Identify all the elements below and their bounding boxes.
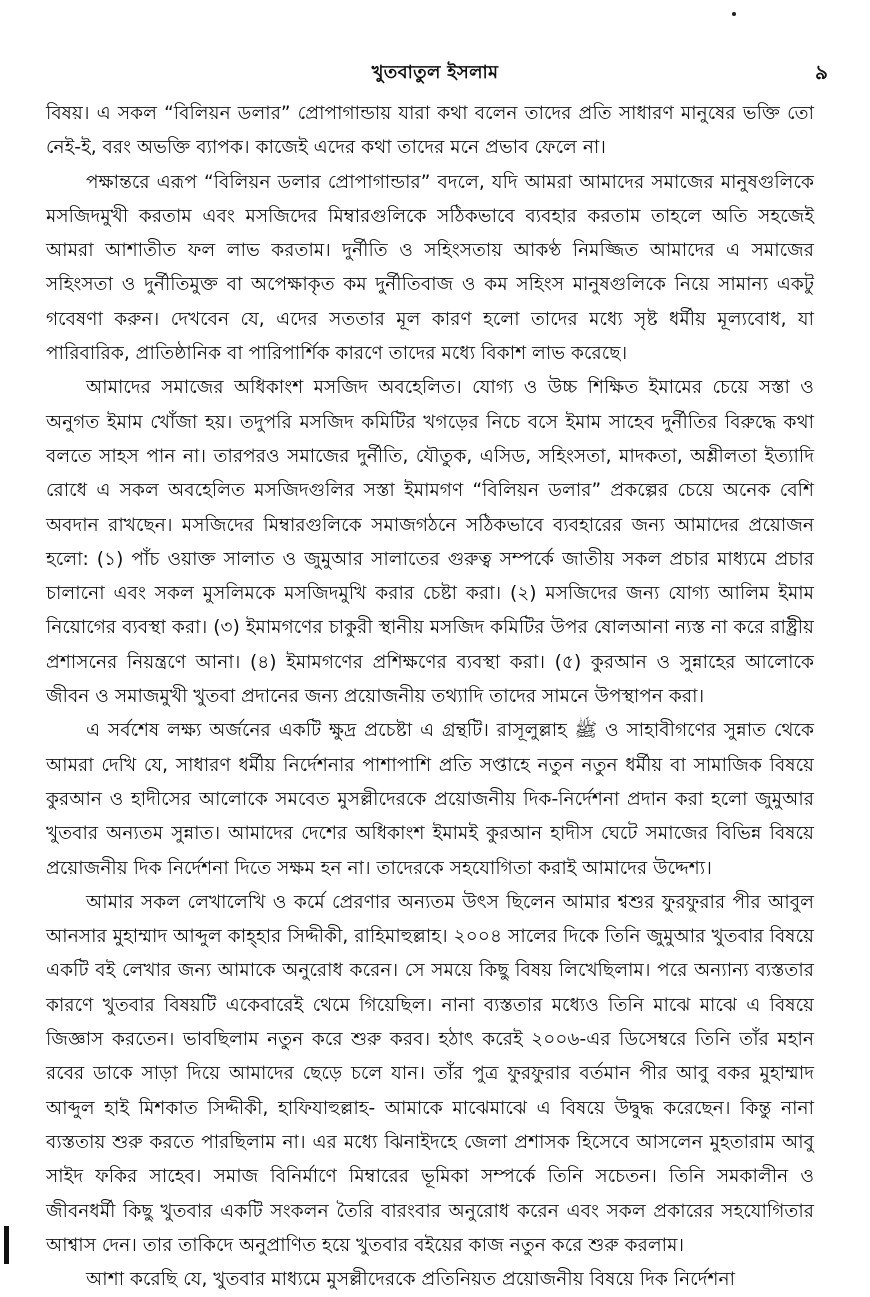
scan-speck	[732, 12, 736, 16]
paragraph-4: এ সর্বশেষ লক্ষ্য অর্জনের একটি ক্ষুদ্র প্রচেষ্টা এ গ্রন্থটি। রাসূলুল্লাহ ﷺ ও সাহাবীগণের সুন্নাত থেকে আমরা দেখি যে, সাধারণ ধর্মীয় নির্দেশনার পাশাপাশি প্রতি সপ্তাহে নতুন নতুন ধর্মীয় বা সামাজিক বিষয়ে কুরআন ও হাদীসের আলোকে সমবেত মুসল্লীদেরকে প্রয়োজনীয় দিক-নির্দেশনা প্রদান করা হলো জুমুআর খুতবার অন্যতম সুন্নাত। আমাদের দেশের অধিকাংশ ইমামই কুরআন হাদীস ঘেটে সমাজের বিভিন্ন বিষয়ে প্রয়োজনীয় দিক নির্দেশনা দিতে সক্ষম হন না। তাদেরকে সহযোগিতা করাই আমাদের উদ্দেশ্য।	[46, 720, 814, 879]
paragraph-6: আশা করেছি যে, খুতবার মাধ্যমে মুসল্লীদেরকে প্রতিনিয়ত প্রয়োজনীয় বিষয়ে দিক নির্দেশনা	[86, 1269, 735, 1291]
paragraph-1: বিষয়। এ সকল “বিলিয়ন ডলার” প্রোপাগান্ডায় যারা কথা বলেন তাদের প্রতি সাধারণ মানুষের ভক্তি তো নেই-ই, বরং অভক্তি ব্যাপক। কাজেই এদের কথা তাদের মনে প্রভাব ফেলে না।	[46, 103, 814, 159]
page-number: ৯	[815, 60, 828, 84]
paragraph-2: পক্ষান্তরে এরূপ “বিলিয়ন ডলার প্রোপাগান্ডার” বদলে, যদি আমরা আমাদের সমাজের মানুষগুলিকে মসজিদমুখী করতাম এবং মসজিদের মিম্বারগুলিকে সঠিকভাবে ব্যবহার করতাম তাহলে অতি সহজেই আমরা আশাতীত ফল লাভ করতাম। দুর্নীতি ও সহিংসতায় আকণ্ঠ নিমজ্জিত আমাদের এ সমাজের সহিংসতা ও দুর্নীতিমুক্ত বা অপেক্ষাকৃত কম দুর্নীতিবাজ ও কম সহিংস মানুষগুলিকে নিয়ে সামান্য একটু গবেষণা করুন। দেখবেন যে, এদের সততার মূল কারণ হলো তাদের মধ্যে সৃষ্ট ধর্মীয় মূল্যবোধ, যা পারিবারিক, প্রাতিষ্ঠানিক বা পারিপার্শিক কারণে তাদের মধ্যে বিকাশ লাভ করেছে।	[46, 171, 814, 365]
running-header	[0, 58, 870, 88]
book-title: খুতবাতুল ইসলাম	[371, 62, 499, 83]
body-text	[46, 97, 814, 1297]
paragraph-5: আমার সকল লেখালেখি ও কর্মে প্রেরণার অন্যতম উৎস ছিলেন আমার শ্বশুর ফুরফুরার পীর আবুল আনসার মুহাম্মাদ আব্দুল কাহ্হার সিদ্দীকী, রাহিমাহুল্লাহ। ২০০৪ সালের দিকে তিনি জুমুআর খুতবার বিষয়ে একটি বই লেখার জন্য আমাকে অনুরোধ করেন। সে সময়ে কিছু বিষয় লিখেছিলাম। পরে অন্যান্য ব্যস্ততার কারণে খুতবার বিষয়টি একেবারেই থেমে গিয়েছিল। নানা ব্যস্ততার মধ্যেও তিনি মাঝে মাঝে এ বিষয়ে জিজ্ঞাস করতেন। ভাবছিলাম নতুন করে শুরু করব। হঠাৎ করেই ২০০৬-এর ডিসেম্বরে তিনি তাঁর মহান রবের ডাকে সাড়া দিয়ে আমাদের ছেড়ে চলে যান। তাঁর পুত্র ফুরফুরার বর্তমান পীর আবু বকর মুহাম্মাদ আব্দুল হাই মিশকাত সিদ্দীকী, হাফিযাহুল্লাহ- আমাকে মাঝেমাঝে এ বিষয়ে উদ্বুদ্ধ করেছেন। কিন্তু নানা ব্যস্ততায় শুরু করতে পারছিলাম না। এর মধ্যে ঝিনাইদহে জেলা প্রশাসক হিসেবে আসলেন মুহতারাম আবু সাইদ ফকির সাহেব। সমাজ বিনির্মাণে মিম্বারের ভূমিকা সম্পর্কে তিনি সচেতন। তিনি সমকালীন ও জীবনধর্মী কিছু খুতবার একটি সংকলন তৈরি বারংবার অনুরোধ করেন এবং সকল প্রকারের সহযোগিতার আশ্বাস দেন। তার তাকিদে অনুপ্রাণিত হয়ে খুতবার বইয়ের কাজ নতুন করে শুরু করলাম।	[46, 891, 814, 1256]
paragraph-3: আমাদের সমাজের অধিকাংশ মসজিদ অবহেলিত। যোগ্য ও উচ্চ শিক্ষিত ইমামের চেয়ে সস্তা ও অনুগত ইমাম খোঁজা হয়। তদুপরি মসজিদ কমিটির খগড়ের নিচে বসে ইমাম সাহেব দুর্নীতির বিরুদ্ধে কথা বলতে সাহস পান না। তারপরও সমাজের দুর্নীতি, যৌতুক, এসিড, সহিংসতা, মাদকতা, অশ্লীলতা ইত্যাদি রোধে এ সকল অবহেলিত মসজিদগুলির সস্তা ইমামগণ “বিলিয়ন ডলার” প্রকল্পের চেয়ে অনেক বেশি অবদান রাখছেন। মসজিদের মিম্বারগুলিকে সমাজগঠনে সঠিকভাবে ব্যবহারের জন্য আমাদের প্রয়োজন হলো: (১) পাঁচ ওয়াক্ত সালাত ও জুমুআর সালাতের গুরুত্ব সম্পর্কে জাতীয় সকল প্রচার মাধ্যমে প্রচার চালানো এবং সকল মুসলিমকে মসজিদমুখি করার চেষ্টা করা। (২) মসজিদের জন্য যোগ্য আলিম ইমাম নিয়োগের ব্যবস্থা করা। (৩) ইমামগণের চাকুরী স্থানীয় মসজিদ কমিটির উপর ষোলআনা ন্যস্ত না করে রাষ্ট্রীয় প্রশাসনের নিয়ন্ত্রণে আনা। (৪) ইমামগণের প্রশিক্ষণের ব্যবস্থা করা। (৫) কুরআন ও সুন্নাহের আলোকে জীবন ও সমাজমুখী খুতবা প্রদানের জন্য প্রয়োজনীয় তথ্যাদি তাদের সামনে উপস্থাপন করা।	[46, 377, 814, 708]
margin-mark	[4, 1226, 9, 1264]
